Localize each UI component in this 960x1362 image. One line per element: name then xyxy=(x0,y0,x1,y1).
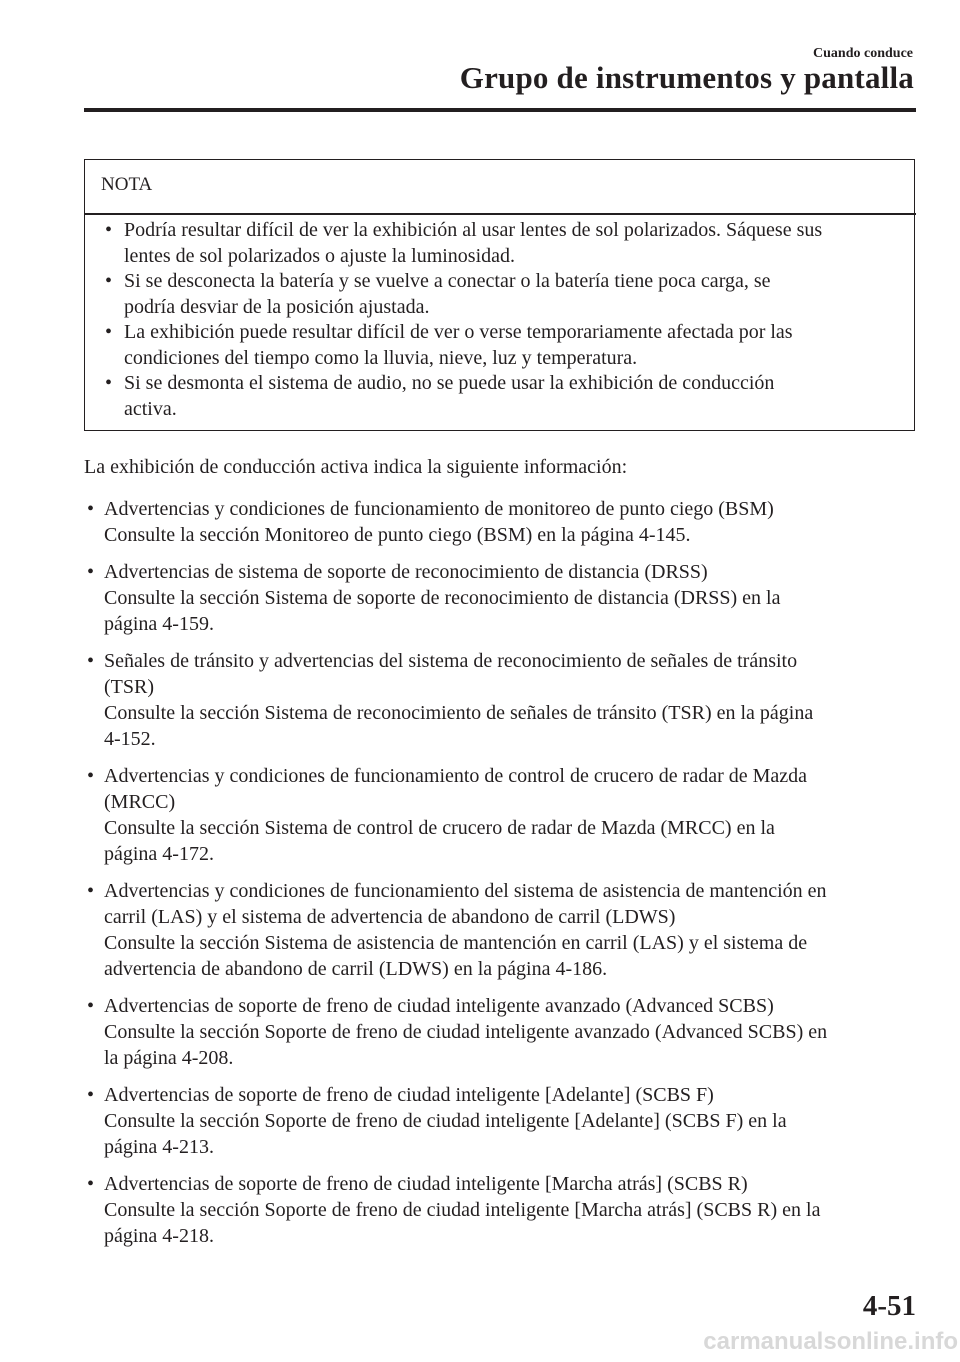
list-item-line: Consulte la sección Soporte de freno de ciudad inteligente [Adelante] (SCBS F) en la xyxy=(104,1110,787,1132)
bullet-icon: • xyxy=(105,270,113,292)
note-text-line: Si se desconecta la batería y se vuelve a conectar o la batería tiene poca carga, se xyxy=(124,270,771,292)
list-item-line: Advertencias de soporte de freno de ciudad inteligente avanzado (Advanced SCBS) xyxy=(104,995,774,1017)
list-item-line: página 4-213. xyxy=(104,1136,214,1158)
note-list xyxy=(104,218,912,422)
list-item-line: Consulte la sección Soporte de freno de ciudad inteligente avanzado (Advanced SCBS) en xyxy=(104,1021,828,1043)
list-item-line: Advertencias de sistema de soporte de reconocimiento de distancia (DRSS) xyxy=(104,561,708,583)
note-text-line: lentes de sol polarizados o ajuste la luminosidad. xyxy=(124,244,516,267)
list-item-line: página 4-159. xyxy=(104,613,214,635)
note-heading: NOTA xyxy=(101,174,153,195)
bullet-icon: • xyxy=(87,995,95,1017)
bullet-icon: • xyxy=(105,321,113,343)
list-item-line: carril (LAS) y el sistema de advertencia de abandono de carril (LDWS) xyxy=(104,906,676,928)
note-text-line: activa. xyxy=(124,397,177,420)
note-item xyxy=(104,320,912,371)
note-text-line: podría desviar de la posición ajustada. xyxy=(124,295,430,318)
list-item xyxy=(86,496,916,548)
list-item-line: Advertencias de soporte de freno de ciudad inteligente [Adelante] (SCBS F) xyxy=(104,1084,714,1106)
list-item xyxy=(86,993,916,1071)
note-item xyxy=(104,218,912,269)
information-list xyxy=(86,496,916,1260)
list-item-line: Consulte la sección Sistema de reconocimiento de señales de tránsito (TSR) en la página xyxy=(104,702,814,724)
watermark: carmanualsonline.info xyxy=(703,1328,958,1355)
list-item xyxy=(86,1171,916,1249)
header-divider xyxy=(84,108,916,112)
note-text-line: Si se desmonta el sistema de audio, no se puede usar la exhibición de conducción xyxy=(124,372,775,394)
bullet-icon: • xyxy=(87,561,95,583)
list-item-line: Advertencias y condiciones de funcionamiento de control de crucero de radar de Mazda xyxy=(104,765,808,787)
list-item-line: Advertencias de soporte de freno de ciudad inteligente [Marcha atrás] (SCBS R) xyxy=(104,1173,748,1195)
list-item xyxy=(86,1082,916,1160)
bullet-icon: • xyxy=(87,880,95,902)
note-item xyxy=(104,371,912,422)
list-item-line: la página 4-208. xyxy=(104,1047,234,1069)
list-item xyxy=(86,559,916,637)
list-item xyxy=(86,878,916,982)
bullet-icon: • xyxy=(105,372,113,394)
list-item xyxy=(86,648,916,752)
list-item-line: Señales de tránsito y advertencias del sistema de reconocimiento de señales de tránsito xyxy=(104,650,798,672)
note-text-line: condiciones del tiempo como la lluvia, nieve, luz y temperatura. xyxy=(124,346,638,369)
note-text-line: Podría resultar difícil de ver la exhibición al usar lentes de sol polarizados. Sáquese sus xyxy=(124,219,823,241)
note-divider xyxy=(84,213,916,215)
list-item-line: Advertencias y condiciones de funcionamiento de monitoreo de punto ciego (BSM) xyxy=(104,498,774,520)
bullet-icon: • xyxy=(87,765,95,787)
list-item-line: (MRCC) xyxy=(104,791,176,813)
section-label: Cuando conduce xyxy=(813,46,913,61)
list-item-line: Consulte la sección Sistema de control de crucero de radar de Mazda (MRCC) en la xyxy=(104,817,775,839)
list-item-line: Consulte la sección Sistema de asistencia de mantención en carril (LAS) y el sistema de xyxy=(104,932,808,954)
bullet-icon: • xyxy=(87,1084,95,1106)
bullet-icon: • xyxy=(87,1173,95,1195)
bullet-icon: • xyxy=(87,498,95,520)
note-text-line: La exhibición puede resultar difícil de ver o verse temporariamente afectada por las xyxy=(124,321,793,343)
note-item xyxy=(104,269,912,320)
page-number: 4-51 xyxy=(862,1290,916,1322)
list-item-line: (TSR) xyxy=(104,676,154,698)
list-item-line: 4-152. xyxy=(104,728,156,750)
list-item-line: página 4-218. xyxy=(104,1225,214,1247)
list-item-line: Consulte la sección Sistema de soporte de reconocimiento de distancia (DRSS) en la xyxy=(104,587,781,609)
bullet-icon: • xyxy=(105,219,113,241)
list-item-line: Advertencias y condiciones de funcionamiento del sistema de asistencia de mantención en xyxy=(104,880,827,902)
list-item xyxy=(86,763,916,867)
list-item-line: Consulte la sección Soporte de freno de ciudad inteligente [Marcha atrás] (SCBS R) en la xyxy=(104,1199,821,1221)
intro-paragraph: La exhibición de conducción activa indica la siguiente información: xyxy=(84,456,628,478)
list-item-line: página 4-172. xyxy=(104,843,214,865)
list-item-line: advertencia de abandono de carril (LDWS) en la página 4-186. xyxy=(104,958,608,980)
bullet-icon: • xyxy=(87,650,95,672)
page-title: Grupo de instrumentos y pantalla xyxy=(459,60,914,95)
list-item-line: Consulte la sección Monitoreo de punto ciego (BSM) en la página 4-145. xyxy=(104,524,691,546)
